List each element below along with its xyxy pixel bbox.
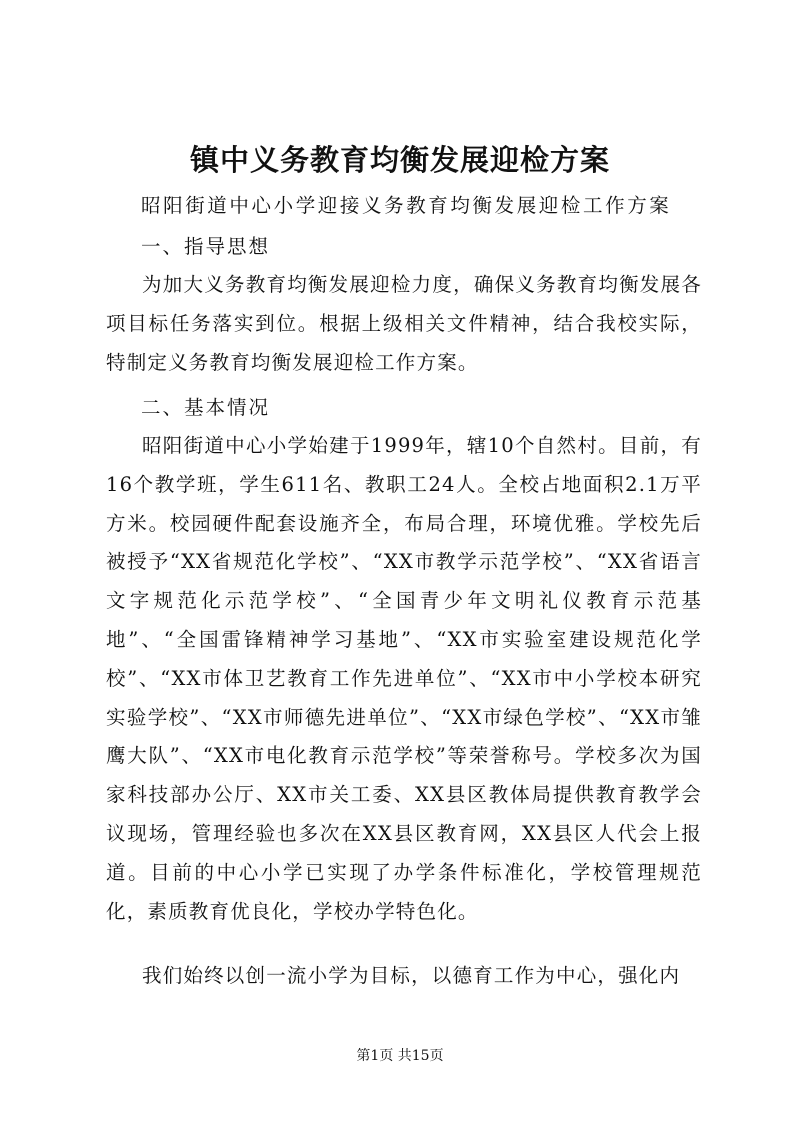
- paragraph-guiding-ideology: 为加大义务教育均衡发展迎检力度，确保义务教育均衡发展各项目标任务落实到位。根据上级相关文件精神，结合我校实际，特制定义务教育均衡发展迎检工作方案。: [106, 273, 702, 374]
- paragraph-basic-situation: 昭阳街道中心小学始建于1999年，辖10个自然村。目前，有16个教学班，学生611名、教职工24人。全校占地面积2.1万平方米。校园硬件配套设施齐全，布局合理，环境优雅。学校先后被授予“XX省规范化学校”、“XX市教学示范学校”、“XX省语言文字规范化示范学校”、“全国青少年文明礼仪教育示范基地”、“全国雷锋精神学习基地”、“XX市实验室建设规范化学校”、“XX市体卫艺教育工作先进单位”、“XX市中小学校本研究实验学校”、“XX市师德先进单位”、“XX市绿色学校”、“XX市雏鹰大队”、“XX市电化教育示范学校”等荣誉称号。学校多次为国家科技部办公厅、XX市关工委、XX县区教体局提供教育教学会议现场，管理经验也多次在XX县区教育网，XX县区人代会上报道。目前的中心小学已实现了办学条件标准化，学校管理规范化，素质教育优良化，学校办学特色化。: [106, 434, 702, 923]
- section-heading-basic-situation: 二、基本情况: [141, 396, 271, 419]
- document-subtitle: 昭阳街道中心小学迎接义务教育均衡发展迎检工作方案: [141, 194, 672, 217]
- paragraph-goals: 我们始终以创一流小学为目标，以德育工作为中心，强化内: [142, 964, 681, 987]
- document-title: 镇中义务教育均衡发展迎检方案: [189, 143, 610, 177]
- section-heading-guiding-ideology: 一、指导思想: [141, 235, 271, 258]
- page-footer: 第1页 共15页: [356, 1048, 444, 1064]
